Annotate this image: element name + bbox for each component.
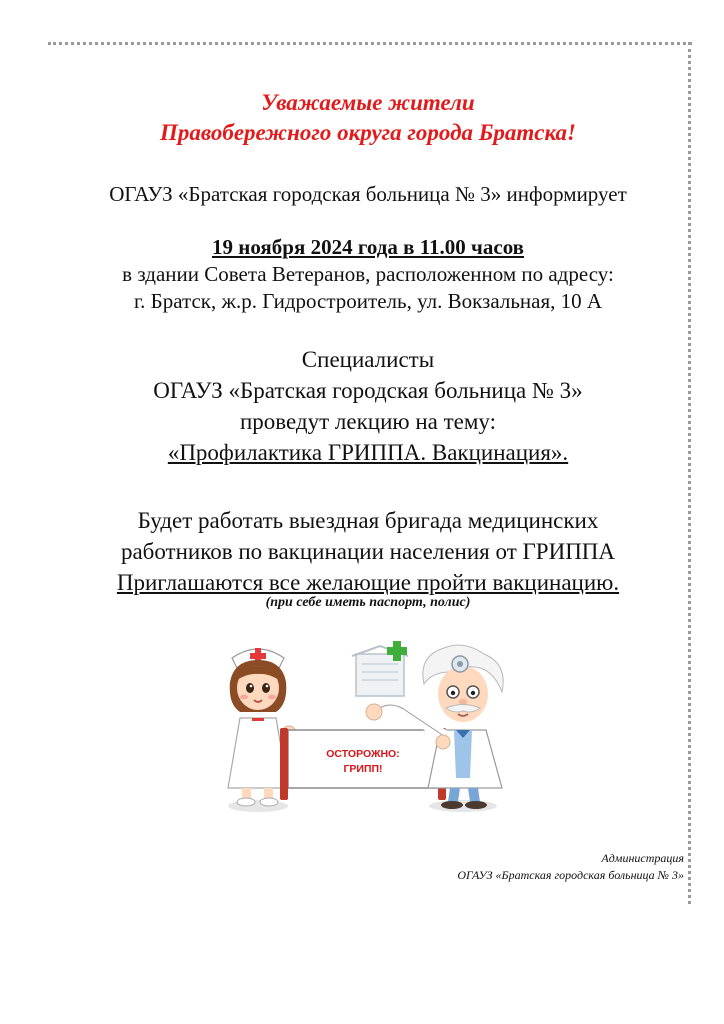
signature-line-2: ОГАУЗ «Братская городская больница № 3» bbox=[457, 868, 684, 882]
headline-line-1: Уважаемые жители bbox=[261, 90, 475, 115]
event-datetime: 19 ноября 2024 года в 11.00 часов bbox=[211, 235, 525, 259]
vaccination-block bbox=[48, 505, 688, 598]
documents-note: (при себе иметь паспорт, полис) bbox=[265, 595, 471, 610]
vaccination-line-2: работников по вакцинации населения от ГРИППА bbox=[120, 539, 616, 564]
page-border-right bbox=[688, 42, 691, 904]
lecture-topic: «Профилактика ГРИППА. Вакцинация». bbox=[167, 440, 569, 465]
sign-text-line-2: ГРИПП! bbox=[343, 763, 383, 775]
lecture-line-2: ОГАУЗ «Братская городская больница № 3» bbox=[153, 378, 583, 403]
lecture-line-3: проведут лекцию на тему: bbox=[239, 409, 497, 434]
vaccination-invite: Приглашаются все желающие пройти вакцинацию. bbox=[116, 570, 620, 595]
vaccination-line-1: Будет работать выездная бригада медицинских bbox=[137, 508, 599, 533]
event-address: г. Братск, ж.р. Гидростроитель, ул. Вокзальная, 10 А bbox=[133, 289, 603, 313]
lecture-line-1: Специалисты bbox=[301, 347, 435, 372]
signature-line-1: Администрация bbox=[601, 851, 684, 865]
lecture-block bbox=[48, 344, 688, 468]
event-place: в здании Совета Ветеранов, расположенном по адресу: bbox=[122, 262, 614, 286]
event-location bbox=[48, 261, 688, 315]
hospital-building-icon bbox=[352, 641, 408, 696]
headline bbox=[48, 88, 688, 148]
doctors-illustration bbox=[218, 638, 518, 818]
warning-sign bbox=[280, 728, 446, 800]
hospital-informs: ОГАУЗ «Братская городская больница № 3» информирует bbox=[109, 182, 627, 206]
signature-block bbox=[457, 850, 684, 884]
sign-text-line-1: ОСТОРОЖНО: bbox=[326, 748, 400, 760]
headline-line-2: Правобережного округа города Братска! bbox=[160, 120, 576, 145]
page-border-top bbox=[48, 42, 692, 45]
